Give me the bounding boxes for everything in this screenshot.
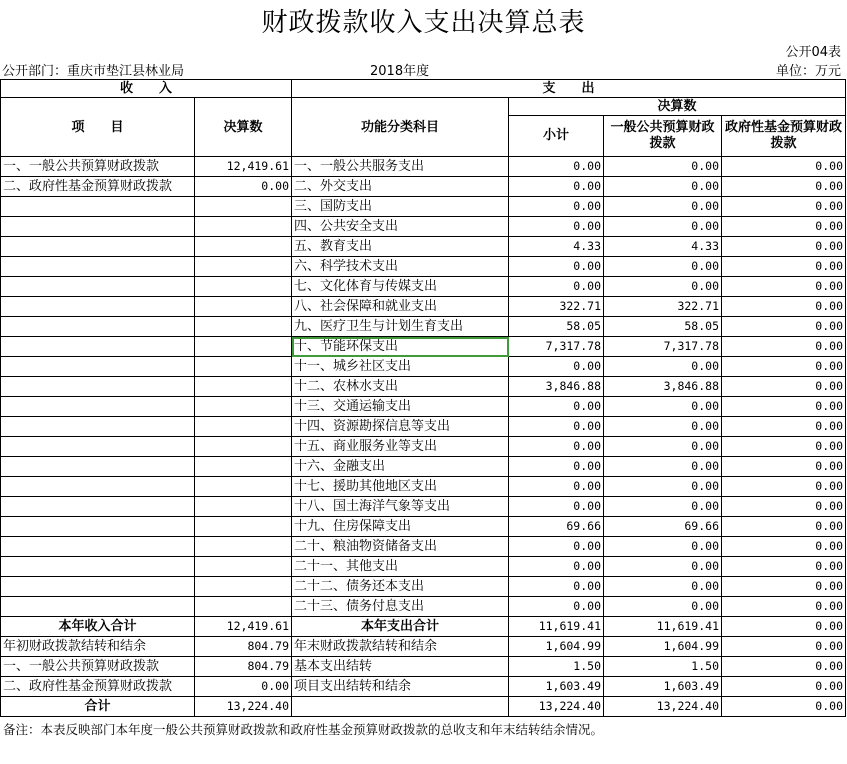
fund-cell[interactable]: 0.00 [722, 537, 846, 557]
income-item-cell[interactable] [1, 377, 195, 397]
income-amount-cell[interactable] [195, 577, 292, 597]
subtotal-cell[interactable]: 0.00 [509, 397, 604, 417]
fund-cell[interactable]: 0.00 [722, 477, 846, 497]
subtotal-cell[interactable]: 0.00 [509, 497, 604, 517]
income-amount-cell[interactable] [195, 517, 292, 537]
category-cell[interactable]: 二十三、债务付息支出 [292, 597, 509, 617]
summary-amount-cell[interactable]: 804.79 [195, 657, 292, 677]
table-row [1, 317, 846, 337]
summary-row [1, 697, 846, 717]
income-item-cell[interactable] [1, 417, 195, 437]
income-amount-cell[interactable] [195, 457, 292, 477]
subtotal-cell[interactable]: 4.33 [509, 237, 604, 257]
category-cell[interactable]: 二十二、债务还本支出 [292, 577, 509, 597]
summary-amount-cell[interactable]: 12,419.61 [195, 617, 292, 637]
subtotal-cell[interactable]: 0.00 [509, 457, 604, 477]
income-item-cell[interactable] [1, 237, 195, 257]
fund-cell[interactable]: 0.00 [722, 237, 846, 257]
table-row [1, 297, 846, 317]
summary-label-cell[interactable]: 本年收入合计 [1, 617, 195, 637]
fund-cell[interactable]: 0.00 [722, 177, 846, 197]
summary-amount-cell[interactable]: 13,224.40 [195, 697, 292, 717]
subtotal-cell[interactable]: 0.00 [509, 277, 604, 297]
income-amount-cell[interactable] [195, 557, 292, 577]
subtotal-cell[interactable]: 7,317.78 [509, 337, 604, 357]
income-item-cell[interactable] [1, 277, 195, 297]
summary-label-cell[interactable]: 一、一般公共预算财政拨款 [1, 657, 195, 677]
income-item-cell[interactable] [1, 537, 195, 557]
table-row [1, 397, 846, 417]
fund-cell[interactable]: 0.00 [722, 217, 846, 237]
income-amount-cell[interactable] [195, 357, 292, 377]
table-row [1, 457, 846, 477]
income-amount-cell[interactable]: 0.00 [195, 177, 292, 197]
income-amount-cell[interactable] [195, 257, 292, 277]
summary-row [1, 637, 846, 657]
footnote: 备注：本表反映部门本年度一般公共预算财政拨款和政府性基金预算财政拨款的总收支和年末结转结余情况。 [3, 722, 604, 737]
table-row [1, 437, 846, 457]
fund-cell[interactable]: 0.00 [722, 337, 846, 357]
general-cell[interactable]: 0.00 [604, 597, 722, 617]
summary-subtotal-cell[interactable]: 1.50 [509, 657, 604, 677]
table-row [1, 597, 846, 617]
summary-row [1, 677, 846, 697]
income-amount-cell[interactable] [195, 417, 292, 437]
table-row [1, 497, 846, 517]
subtotal-cell[interactable]: 69.66 [509, 517, 604, 537]
summary-row [1, 657, 846, 677]
subtotal-cell[interactable]: 0.00 [509, 557, 604, 577]
subtotal-cell[interactable]: 322.71 [509, 297, 604, 317]
fund-cell[interactable]: 0.00 [722, 317, 846, 337]
category-cell[interactable]: 十二、农林水支出 [292, 377, 509, 397]
income-item-cell[interactable] [1, 257, 195, 277]
income-amount-cell[interactable] [195, 437, 292, 457]
income-amount-cell[interactable] [195, 597, 292, 617]
income-item-cell[interactable] [1, 217, 195, 237]
category-cell[interactable]: 二十一、其他支出 [292, 557, 509, 577]
year-label: 2018年度 [370, 64, 430, 79]
fund-cell[interactable]: 0.00 [722, 277, 846, 297]
general-cell[interactable]: 0.00 [604, 457, 722, 477]
fund-cell[interactable]: 0.00 [722, 417, 846, 437]
summary-general-cell[interactable]: 1,604.99 [604, 637, 722, 657]
table-row [1, 217, 846, 237]
table-row [1, 197, 846, 217]
category-cell[interactable]: 十一、城乡社区支出 [292, 357, 509, 377]
summary-subtotal-cell[interactable]: 13,224.40 [509, 697, 604, 717]
form-number: 公开04表 [785, 45, 841, 60]
subtotal-cell[interactable]: 0.00 [509, 577, 604, 597]
income-amount-cell[interactable] [195, 297, 292, 317]
income-amount-cell[interactable] [195, 337, 292, 357]
general-cell[interactable]: 0.00 [604, 397, 722, 417]
subtotal-cell[interactable]: 0.00 [509, 177, 604, 197]
summary-general-cell[interactable]: 1.50 [604, 657, 722, 677]
category-cell[interactable]: 十九、住房保障支出 [292, 517, 509, 537]
subtotal-cell[interactable]: 0.00 [509, 437, 604, 457]
summary-label-cell[interactable]: 合计 [1, 697, 195, 717]
income-amount-cell[interactable] [195, 377, 292, 397]
general-cell[interactable]: 0.00 [604, 437, 722, 457]
fund-cell[interactable]: 0.00 [722, 357, 846, 377]
category-cell[interactable]: 八、社会保障和就业支出 [292, 297, 509, 317]
income-item-cell[interactable] [1, 477, 195, 497]
table-row [1, 237, 846, 257]
fund-cell[interactable]: 0.00 [722, 577, 846, 597]
table-row [1, 357, 846, 377]
page-title: 财政拨款收入支出决算总表 [261, 8, 586, 38]
category-cell[interactable]: 十三、交通运输支出 [292, 397, 509, 417]
general-cell[interactable]: 0.00 [604, 217, 722, 237]
table-row [1, 577, 846, 597]
general-cell[interactable]: 0.00 [604, 477, 722, 497]
category-cell[interactable]: 十六、金融支出 [292, 457, 509, 477]
category-cell[interactable]: 十、节能环保支出 [292, 337, 509, 357]
subtotal-cell[interactable]: 0.00 [509, 257, 604, 277]
budget-table [0, 79, 846, 717]
income-amount-cell[interactable]: 12,419.61 [195, 157, 292, 177]
summary-fund-cell[interactable]: 0.00 [722, 637, 846, 657]
general-cell[interactable]: 0.00 [604, 417, 722, 437]
general-cell[interactable]: 0.00 [604, 357, 722, 377]
summary-category-cell[interactable]: 年末财政拨款结转和结余 [292, 637, 509, 657]
subtotal-cell[interactable]: 3,846.88 [509, 377, 604, 397]
fund-cell[interactable]: 0.00 [722, 557, 846, 577]
general-cell[interactable]: 0.00 [604, 257, 722, 277]
summary-fund-cell[interactable]: 0.00 [722, 657, 846, 677]
summary-subtotal-cell[interactable]: 1,604.99 [509, 637, 604, 657]
summary-subtotal-cell[interactable]: 11,619.41 [509, 617, 604, 637]
fund-cell[interactable]: 0.00 [722, 157, 846, 177]
table-row [1, 377, 846, 397]
subtotal-cell[interactable]: 0.00 [509, 357, 604, 377]
general-cell[interactable]: 0.00 [604, 577, 722, 597]
general-cell[interactable]: 0.00 [604, 197, 722, 217]
summary-row [1, 617, 846, 637]
table-row [1, 177, 846, 197]
summary-fund-cell[interactable]: 0.00 [722, 697, 846, 717]
income-item-cell[interactable] [1, 457, 195, 477]
summary-label-cell[interactable]: 年初财政拨款结转和结余 [1, 637, 195, 657]
subtotal-cell[interactable]: 58.05 [509, 317, 604, 337]
category-cell[interactable]: 十四、资源勘探信息等支出 [292, 417, 509, 437]
general-cell[interactable]: 58.05 [604, 317, 722, 337]
fund-cell[interactable]: 0.00 [722, 397, 846, 417]
category-cell[interactable]: 十五、商业服务业等支出 [292, 437, 509, 457]
summary-amount-cell[interactable]: 804.79 [195, 637, 292, 657]
header-final-group[interactable]: 决算数 [509, 98, 846, 116]
summary-fund-cell[interactable]: 0.00 [722, 677, 846, 697]
fund-cell[interactable]: 0.00 [722, 437, 846, 457]
category-cell[interactable]: 九、医疗卫生与计划生育支出 [292, 317, 509, 337]
unit-label: 单位：万元 [775, 64, 841, 79]
header-amount[interactable]: 决算数 [195, 98, 292, 157]
fund-cell[interactable]: 0.00 [722, 377, 846, 397]
header-expense[interactable]: 支 出 [292, 80, 846, 98]
general-cell[interactable]: 0.00 [604, 537, 722, 557]
income-item-cell[interactable] [1, 197, 195, 217]
subtotal-cell[interactable]: 0.00 [509, 597, 604, 617]
category-cell[interactable]: 三、国防支出 [292, 197, 509, 217]
table-row [1, 257, 846, 277]
header-subtotal[interactable]: 小计 [509, 116, 604, 157]
income-item-cell[interactable]: 一、一般公共预算财政拨款 [1, 157, 195, 177]
category-cell[interactable]: 十七、援助其他地区支出 [292, 477, 509, 497]
fund-cell[interactable]: 0.00 [722, 517, 846, 537]
summary-category-cell[interactable]: 基本支出结转 [292, 657, 509, 677]
subtotal-cell[interactable]: 0.00 [509, 157, 604, 177]
category-cell[interactable]: 一、一般公共服务支出 [292, 157, 509, 177]
category-cell[interactable]: 二十、粮油物资储备支出 [292, 537, 509, 557]
summary-category-cell[interactable]: 本年支出合计 [292, 617, 509, 637]
table-row [1, 417, 846, 437]
general-cell[interactable]: 3,846.88 [604, 377, 722, 397]
general-cell[interactable]: 0.00 [604, 157, 722, 177]
table-row [1, 557, 846, 577]
income-item-cell[interactable] [1, 577, 195, 597]
summary-general-cell[interactable]: 13,224.40 [604, 697, 722, 717]
table-row [1, 517, 846, 537]
fund-cell[interactable]: 0.00 [722, 297, 846, 317]
general-cell[interactable]: 4.33 [604, 237, 722, 257]
summary-general-cell[interactable]: 1,603.49 [604, 677, 722, 697]
general-cell[interactable]: 7,317.78 [604, 337, 722, 357]
category-cell[interactable]: 二、外交支出 [292, 177, 509, 197]
income-amount-cell[interactable] [195, 397, 292, 417]
header-item[interactable]: 项 目 [1, 98, 195, 157]
table-row [1, 477, 846, 497]
category-cell[interactable]: 五、教育支出 [292, 237, 509, 257]
subtotal-cell[interactable]: 0.00 [509, 417, 604, 437]
table-row [1, 337, 846, 357]
category-cell[interactable]: 十八、国土海洋气象等支出 [292, 497, 509, 517]
subtotal-cell[interactable]: 0.00 [509, 197, 604, 217]
table-row [1, 157, 846, 177]
general-cell[interactable]: 0.00 [604, 497, 722, 517]
summary-category-cell[interactable]: 项目支出结转和结余 [292, 677, 509, 697]
general-cell[interactable]: 0.00 [604, 557, 722, 577]
income-item-cell[interactable] [1, 597, 195, 617]
table-body [1, 157, 846, 617]
header-income[interactable]: 收 入 [1, 80, 292, 98]
summary-subtotal-cell[interactable]: 1,603.49 [509, 677, 604, 697]
summary-category-cell[interactable] [292, 697, 509, 717]
header-general[interactable]: 一般公共预算财政拨款 [604, 116, 722, 157]
income-amount-cell[interactable] [195, 277, 292, 297]
income-item-cell[interactable] [1, 297, 195, 317]
income-item-cell[interactable] [1, 357, 195, 377]
table-row [1, 277, 846, 297]
fund-cell[interactable]: 0.00 [722, 497, 846, 517]
fund-cell[interactable]: 0.00 [722, 597, 846, 617]
fund-cell[interactable]: 0.00 [722, 197, 846, 217]
general-cell[interactable]: 0.00 [604, 277, 722, 297]
header-fund[interactable]: 政府性基金预算财政拨款 [722, 116, 846, 157]
income-amount-cell[interactable] [195, 217, 292, 237]
income-item-cell[interactable] [1, 437, 195, 457]
income-amount-cell[interactable] [195, 497, 292, 517]
summary-general-cell[interactable]: 11,619.41 [604, 617, 722, 637]
income-amount-cell[interactable] [195, 477, 292, 497]
fund-cell[interactable]: 0.00 [722, 257, 846, 277]
income-item-cell[interactable] [1, 317, 195, 337]
income-item-cell[interactable]: 二、政府性基金预算财政拨款 [1, 177, 195, 197]
subtotal-cell[interactable]: 0.00 [509, 477, 604, 497]
summary-amount-cell[interactable]: 0.00 [195, 677, 292, 697]
general-cell[interactable]: 0.00 [604, 177, 722, 197]
department-label: 公开部门：重庆市垫江县林业局 [2, 64, 185, 79]
table-summary [1, 617, 846, 717]
income-item-cell[interactable] [1, 517, 195, 537]
table-row [1, 537, 846, 557]
category-cell[interactable]: 七、文化体育与传媒支出 [292, 277, 509, 297]
income-amount-cell[interactable] [195, 317, 292, 337]
general-cell[interactable]: 322.71 [604, 297, 722, 317]
income-amount-cell[interactable] [195, 197, 292, 217]
income-item-cell[interactable] [1, 497, 195, 517]
income-item-cell[interactable] [1, 397, 195, 417]
fund-cell[interactable]: 0.00 [722, 457, 846, 477]
income-item-cell[interactable] [1, 557, 195, 577]
income-amount-cell[interactable] [195, 537, 292, 557]
header-category[interactable]: 功能分类科目 [292, 98, 509, 157]
subtotal-cell[interactable]: 0.00 [509, 217, 604, 237]
summary-label-cell[interactable]: 二、政府性基金预算财政拨款 [1, 677, 195, 697]
summary-fund-cell[interactable]: 0.00 [722, 617, 846, 637]
income-amount-cell[interactable] [195, 237, 292, 257]
category-cell[interactable]: 四、公共安全支出 [292, 217, 509, 237]
income-item-cell[interactable] [1, 337, 195, 357]
category-cell[interactable]: 六、科学技术支出 [292, 257, 509, 277]
subtotal-cell[interactable]: 0.00 [509, 537, 604, 557]
general-cell[interactable]: 69.66 [604, 517, 722, 537]
